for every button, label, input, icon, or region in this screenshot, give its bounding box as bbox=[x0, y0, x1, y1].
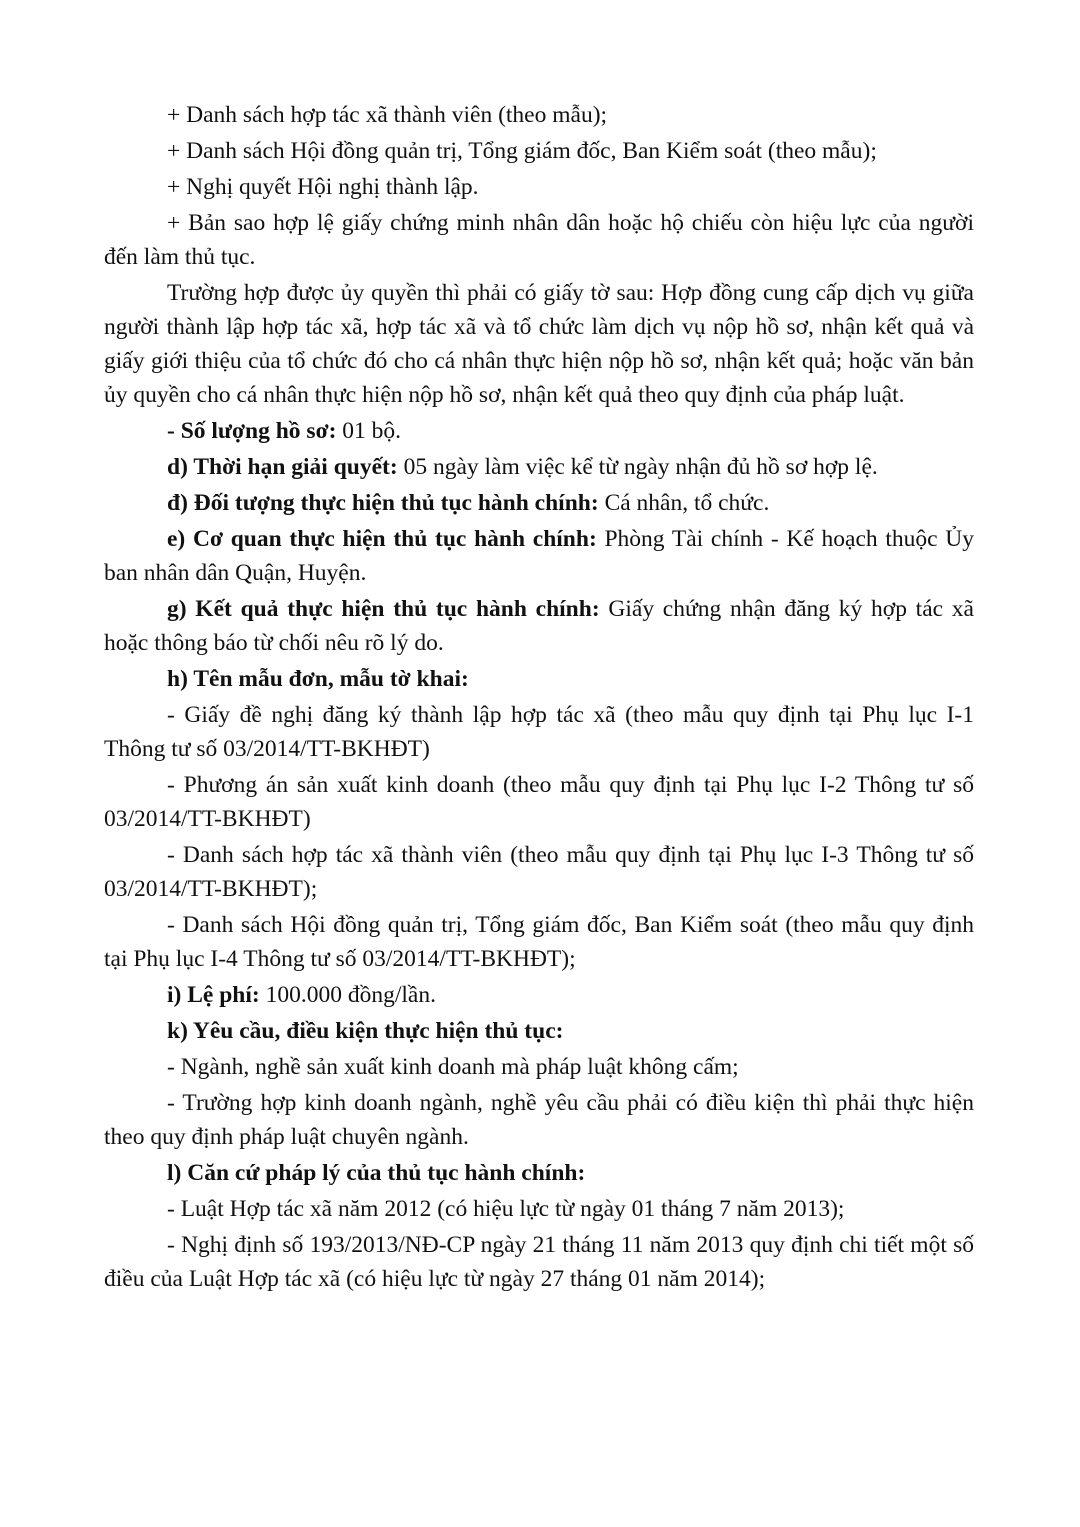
paragraph-13: - Phương án sản xuất kinh doanh (theo mẫu quy định tại Phụ lục I-2 Thông tư số 03/2014/TT-BKHĐT) bbox=[104, 772, 974, 832]
paragraph-1: + Danh sách hợp tác xã thành viên (theo mẫu); bbox=[167, 102, 608, 128]
paragraph-18: - Ngành, nghề sản xuất kinh doanh mà pháp luật không cấm; bbox=[167, 1054, 739, 1080]
paragraph-16: i) Lệ phí: 100.000 đồng/lần. bbox=[167, 982, 436, 1008]
label-le-phi: i) Lệ phí: bbox=[167, 982, 260, 1008]
paragraph-20 bbox=[104, 1156, 974, 1190]
paragraph-9: e) Cơ quan thực hiện thủ tục hành chính: Phòng Tài chính - Kế hoạch thuộc Ủy ban nhân dân Quận, Huyện. bbox=[104, 526, 974, 586]
heading-yeu-cau: k) Yêu cầu, điều kiện thực hiện thủ tục: bbox=[167, 1018, 564, 1044]
paragraph-3: + Nghị quyết Hội nghị thành lập. bbox=[167, 174, 479, 200]
paragraph-11 bbox=[104, 662, 974, 696]
paragraph-7: d) Thời hạn giải quyết: 05 ngày làm việc kể từ ngày nhận đủ hồ sơ hợp lệ. bbox=[167, 454, 878, 480]
paragraph-22: - Nghị định số 193/2013/NĐ-CP ngày 21 tháng 11 năm 2013 quy định chi tiết một số điều của Luật Hợp tác xã (có hiệu lực từ ngày 27 tháng 01 năm 2014); bbox=[104, 1232, 974, 1292]
label-ket-qua: g) Kết quả thực hiện thủ tục hành chính: bbox=[167, 596, 600, 622]
heading-can-cu-phap-ly: l) Căn cứ pháp lý của thủ tục hành chính: bbox=[167, 1160, 586, 1186]
paragraph-5: Trường hợp được ủy quyền thì phải có giấy tờ sau: Hợp đồng cung cấp dịch vụ giữa người thành lập hợp tác xã, hợp tác xã và tổ chức làm dịch vụ nộp hồ sơ, nhận kết quả và giấy giới thiệu của tổ chức đó cho cá nhân thực hiện nộp hồ sơ, nhận kết quả; hoặc văn bản ủy quyền cho cá nhân thực hiện nộp hồ sơ, nhận kết quả theo quy định của pháp luật. bbox=[104, 280, 974, 408]
label-thoi-han: d) Thời hạn giải quyết: bbox=[167, 454, 398, 480]
paragraph-17 bbox=[104, 1014, 974, 1048]
paragraph-19: - Trường hợp kinh doanh ngành, nghề yêu cầu phải có điều kiện thì phải thực hiện theo quy định pháp luật chuyên ngành. bbox=[104, 1090, 974, 1150]
paragraph-14: - Danh sách hợp tác xã thành viên (theo mẫu quy định tại Phụ lục I-3 Thông tư số 03/2014/TT-BKHĐT); bbox=[104, 842, 974, 902]
heading-ten-mau-don: h) Tên mẫu đơn, mẫu tờ khai: bbox=[167, 666, 469, 692]
paragraph-6: - Số lượng hồ sơ: 01 bộ. bbox=[167, 418, 402, 444]
label-doi-tuong: đ) Đối tượng thực hiện thủ tục hành chính: bbox=[167, 490, 599, 516]
paragraph-10: g) Kết quả thực hiện thủ tục hành chính: Giấy chứng nhận đăng ký hợp tác xã hoặc thông báo từ chối nêu rõ lý do. bbox=[104, 596, 974, 656]
paragraph-8: đ) Đối tượng thực hiện thủ tục hành chính: Cá nhân, tổ chức. bbox=[167, 490, 770, 516]
paragraph-21: - Luật Hợp tác xã năm 2012 (có hiệu lực từ ngày 01 tháng 7 năm 2013); bbox=[167, 1196, 845, 1222]
paragraph-4: + Bản sao hợp lệ giấy chứng minh nhân dân hoặc hộ chiếu còn hiệu lực của người đến làm thủ tục. bbox=[104, 210, 974, 270]
paragraph-12: - Giấy đề nghị đăng ký thành lập hợp tác xã (theo mẫu quy định tại Phụ lục I-1 Thông tư số 03/2014/TT-BKHĐT) bbox=[104, 702, 974, 762]
paragraph-2: + Danh sách Hội đồng quản trị, Tổng giám đốc, Ban Kiểm soát (theo mẫu); bbox=[167, 138, 877, 164]
label-so-luong-ho-so: - Số lượng hồ sơ: bbox=[167, 418, 337, 444]
paragraph-15: - Danh sách Hội đồng quản trị, Tổng giám đốc, Ban Kiểm soát (theo mẫu quy định tại Phụ lục I-4 Thông tư số 03/2014/TT-BKHĐT); bbox=[104, 912, 974, 972]
label-co-quan: e) Cơ quan thực hiện thủ tục hành chính: bbox=[167, 526, 597, 552]
